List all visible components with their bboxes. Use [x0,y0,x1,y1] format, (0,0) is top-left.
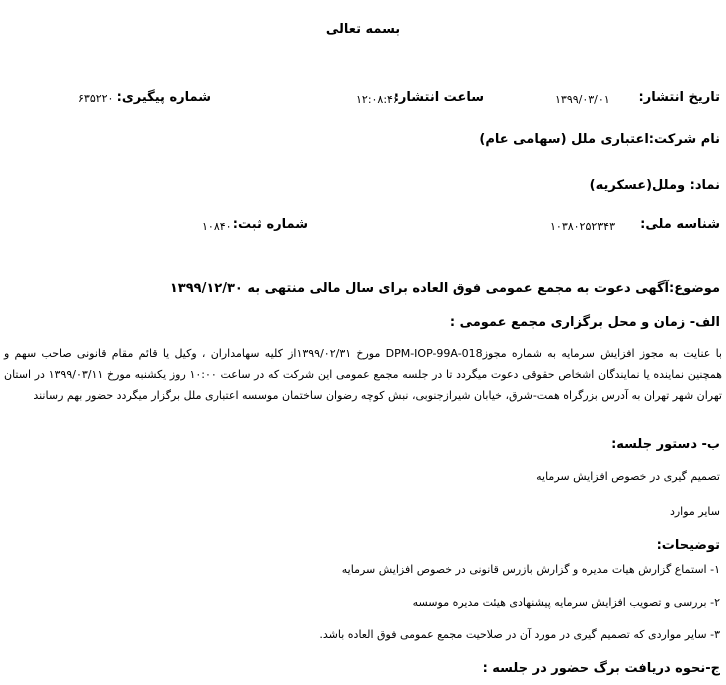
national-id-label: شناسه ملی: [640,217,720,232]
symbol-row [590,178,720,193]
publish-date-value: ۱۳۹۹/۰۳/۰۱ [555,93,610,106]
company-value: اعتباری ملل (سهامی عام) [479,132,649,147]
section-b-heading: ب- دستور جلسه: [611,437,720,452]
publish-time-label: ساعت انتشار: [393,90,484,105]
document-title: بسمه تعالی [325,22,401,37]
subject-line: موضوع:آگهی دعوت به مجمع عمومی فوق العاده برای سال مالی منتهی به ۱۳۹۹/۱۲/۳۰ [169,281,720,296]
tracking-value: ۶۳۵۲۲۰ [78,92,114,105]
note-item: ۱- استماع گزارش هیات مدیره و گزارش بازرس قانونی در خصوص افزایش سرمایه [341,563,720,576]
agenda-item: تصمیم گیری در خصوص افزایش سرمایه [536,470,720,483]
symbol-label: نماد: [689,178,720,193]
tracking-label: شماره پیگیری: [116,90,211,105]
reg-no-label: شماره ثبت: [232,217,308,232]
publish-time-value: ۱۲:۰۸:۴۶ [356,93,399,106]
company-name-row [479,132,720,147]
section-a-body: با عنایت به مجوز افزایش سرمایه به شماره مجوزDPM-IOP-99A-018 مورخ ۱۳۹۹/۰۲/۳۱از کلیه سهامداران ، وکیل یا قائم مقام قانونی صاحب سهم و همچنین نماینده یا نمایندگان اشخاص حقوقی دعوت میگردد تا در جلسه مجمع عمومی این شرکت که در ساعت ۱۰:۰۰ روز یکشنبه مورخ ۱۳۹۹/۰۳/۱۱ در استان تهران شهر تهران به آدرس بزرگراه همت-شرق، خیابان شیرازجنوبی، نبش کوچه رضوان ساختمان موسسه اعتباری ملل برگزار میگردد حضور بهم رسانند [4,347,722,402]
symbol-value: وملل(عسکریه) [589,178,686,193]
agenda-item: سایر موارد [669,505,720,518]
national-id-value: ۱۰۳۸۰۲۵۲۳۴۳ [550,220,615,233]
publish-date-label: تاریخ انتشار: [638,90,720,105]
section-a-heading: الف- زمان و محل برگزاری مجمع عمومی : [449,315,720,330]
note-item: ۳- سایر مواردی که تصمیم گیری در مورد آن در صلاحیت مجمع عمومی فوق العاده باشد. [319,628,720,641]
section-c-heading: ج-نحوه دریافت برگ حضور در جلسه : [482,661,720,676]
notes-heading: توضیحات: [656,538,720,553]
company-label: نام شرکت: [648,132,720,147]
reg-no-value: ۱۰۸۴۰ [202,220,232,233]
note-item: ۲- بررسی و تصویب افزایش سرمایه پیشنهادی هیئت مدیره موسسه [412,596,720,609]
